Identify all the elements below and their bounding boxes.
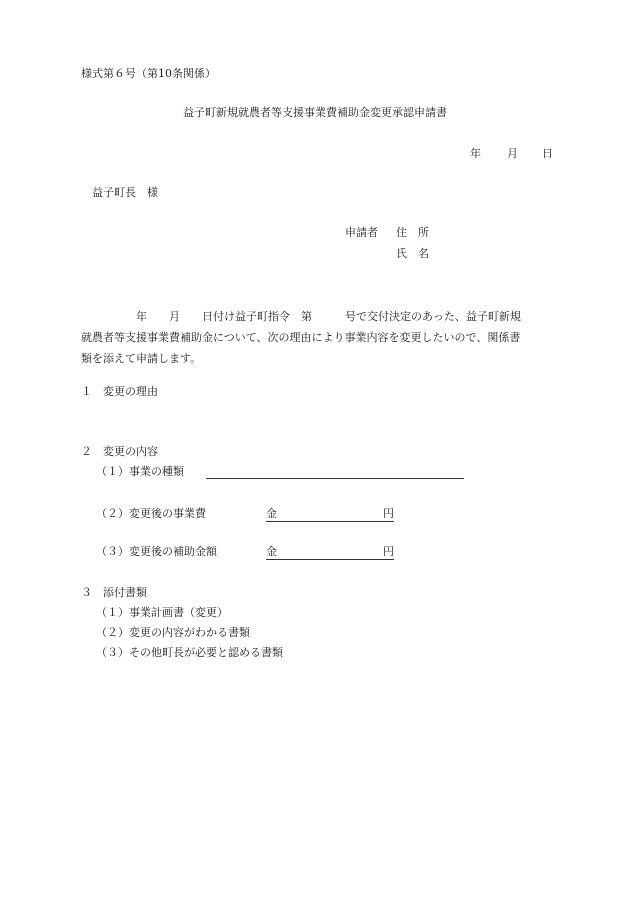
date-line (470, 148, 553, 159)
item-project-type-label: （１）事業の種類 (96, 465, 184, 478)
date-month-label: 月 (507, 147, 518, 160)
application-body-text (81, 306, 549, 369)
form-number: 様式第６号（第10条関係） (81, 67, 216, 80)
body-line: 就農者等支援事業費補助金について、次の理由により事業内容を変更したいので、関係書 (81, 331, 521, 344)
document-title: 益子町新規就農者等支援事業費補助金変更承認申請書 (183, 106, 447, 119)
yen-label: 円 (383, 545, 394, 558)
section-change-reason-heading: １ 変更の理由 (81, 385, 158, 398)
addressee: 益子町長 様 (92, 186, 158, 199)
attachment-item: （２）変更の内容がわかる書類 (96, 626, 250, 639)
date-year-label: 年 (470, 147, 481, 160)
kin-label: 金 (266, 507, 277, 520)
body-line: 年 月 日付け益子町指令 第 号で交付決定のあった、益子町新規 (81, 310, 521, 323)
applicant-address-label: 住 所 (396, 226, 429, 239)
revised-project-cost-field[interactable] (266, 508, 394, 522)
attachment-item: （１）事業計画書（変更） (96, 606, 228, 619)
applicant-name-label: 氏 名 (396, 247, 429, 260)
item-revised-subsidy-amount-label: （３）変更後の補助金額 (96, 545, 217, 558)
project-type-blank-line[interactable] (206, 478, 464, 479)
section-change-content-heading: ２ 変更の内容 (81, 445, 158, 458)
item-revised-project-cost-label: （２）変更後の事業費 (96, 507, 206, 520)
applicant-label: 申請者 (345, 226, 378, 239)
date-day-label: 日 (542, 147, 553, 160)
yen-label: 円 (383, 507, 394, 520)
attachment-item: （３）その他町長が必要と認める書類 (96, 646, 283, 659)
kin-label: 金 (266, 545, 277, 558)
revised-subsidy-amount-field[interactable] (266, 546, 394, 560)
section-attachments-heading: ３ 添付書類 (81, 586, 147, 599)
body-line: 類を添えて申請します。 (81, 352, 202, 365)
